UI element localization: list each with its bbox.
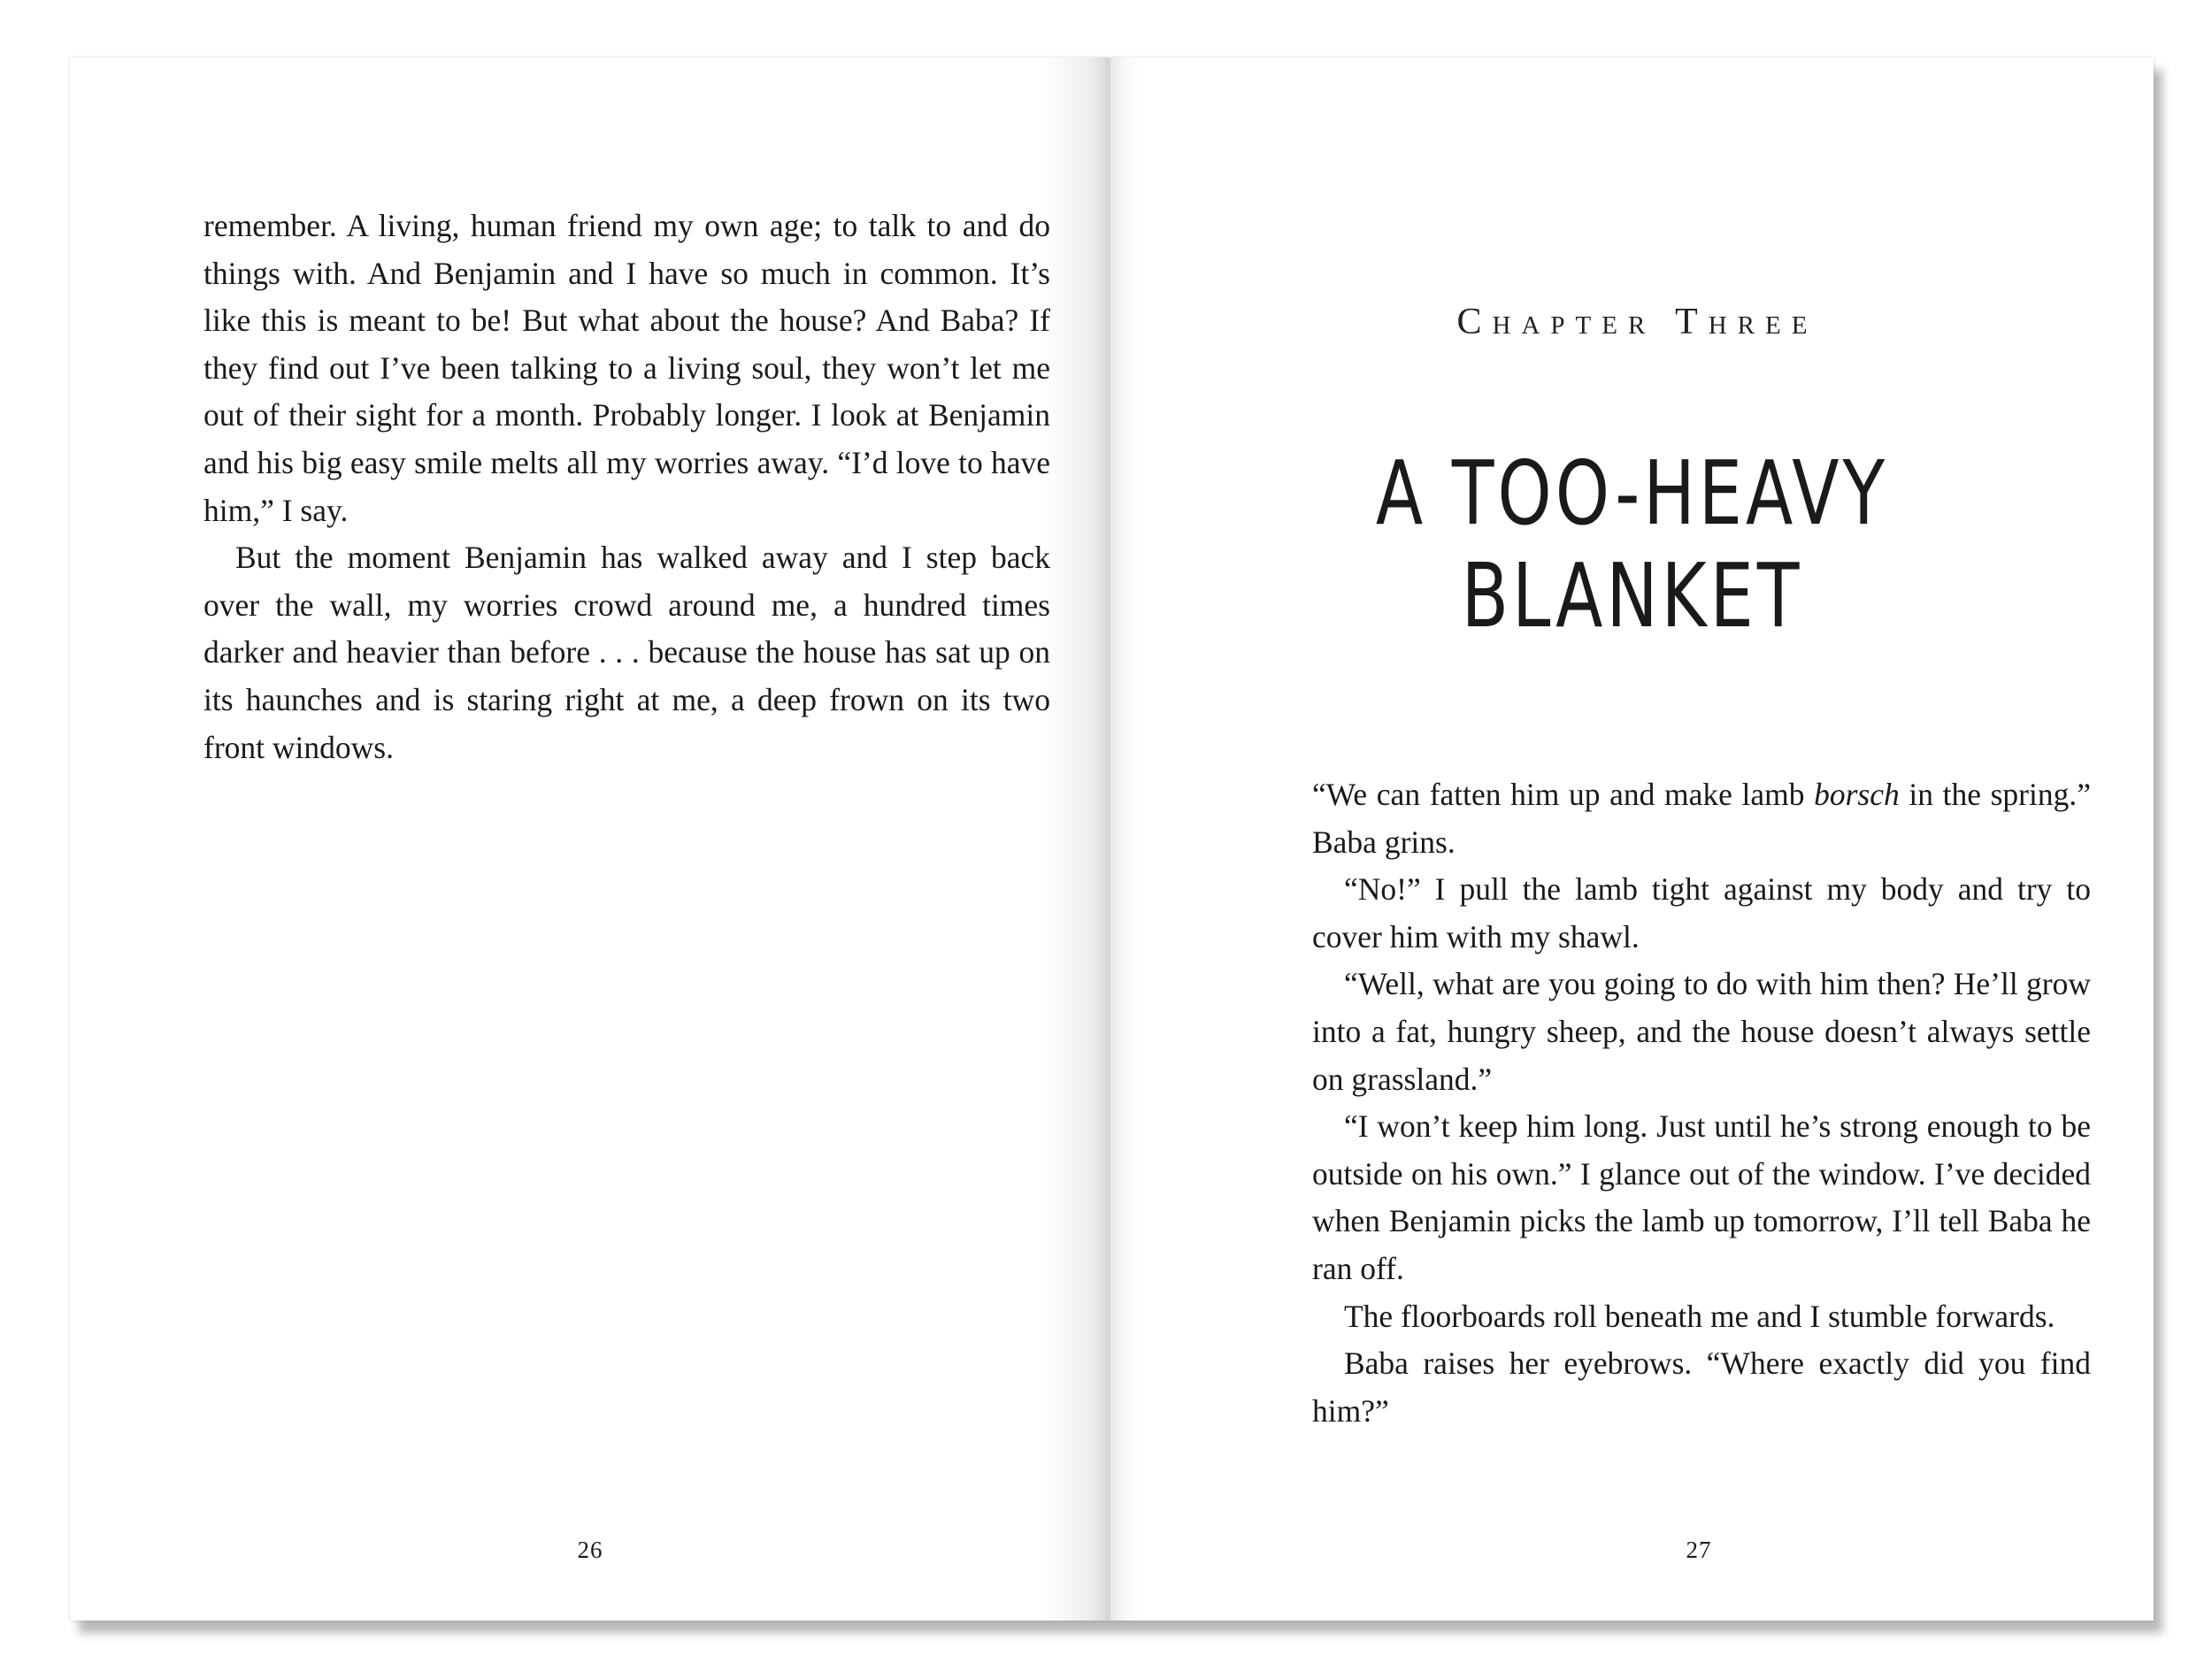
right-page: [1110, 57, 2154, 1621]
page-number: 26: [577, 1537, 603, 1563]
paragraph: “Well, what are you going to do with him then? He’ll grow into a fat, hungry sheep, and the house doesn’t always settle on grassland.”: [1312, 966, 2091, 1097]
chapter-title: [1225, 442, 2039, 648]
page-number: 27: [1686, 1537, 1712, 1563]
chapter-label: Chapter Three: [1456, 302, 1818, 342]
paragraph: Baba raises her eyebrows. “Where exactly did you find him?”: [1312, 1345, 2091, 1429]
paragraph: “I won’t keep him long. Just until he’s strong enough to be outside on his own.” I glance out of the window. I’ve decided when Benjamin picks the lamb up tomorrow, I’ll tell Baba he ran off.: [1312, 1108, 2091, 1286]
book-spread: [70, 57, 2154, 1621]
chapter-title-line: A TOO-HEAVY: [1375, 441, 1889, 545]
right-page-text: [1312, 771, 2091, 1435]
paragraph: [1312, 771, 2091, 866]
text-run: in the spring.” Baba grins.: [1312, 777, 2091, 860]
left-page: [70, 57, 1105, 1621]
chapter-title-line: BLANKET: [1461, 544, 1803, 648]
paragraph: But the moment Benjamin has walked away and I step back over the wall, my worries crowd around me, a hundred times darker and heavier than before . . . because the house has sat up on its haunches and is staring right at me, a deep frown on its two front windows.: [204, 540, 1050, 765]
paragraph: remember. A living, human friend my own age; to talk to and do things with. And Benjamin and I have so much in common. It’s like this is meant to be! But what about the house? And Baba? If they find out I’ve been talking to a living soul, they won’t let me out of their sight for a month. Probably longer. I look at Benjamin and his big easy smile melts all my worries away. “I’d love to have him,” I say.: [204, 208, 1050, 528]
italic-word: borsch: [1814, 777, 1900, 812]
text-run: “We can fatten him up and make lamb: [1312, 777, 1815, 812]
paragraph: “No!” I pull the lamb tight against my body and try to cover him with my shawl.: [1312, 871, 2091, 954]
left-page-text: [204, 203, 1050, 771]
paragraph: The floorboards roll beneath me and I stumble forwards.: [1344, 1298, 2055, 1334]
